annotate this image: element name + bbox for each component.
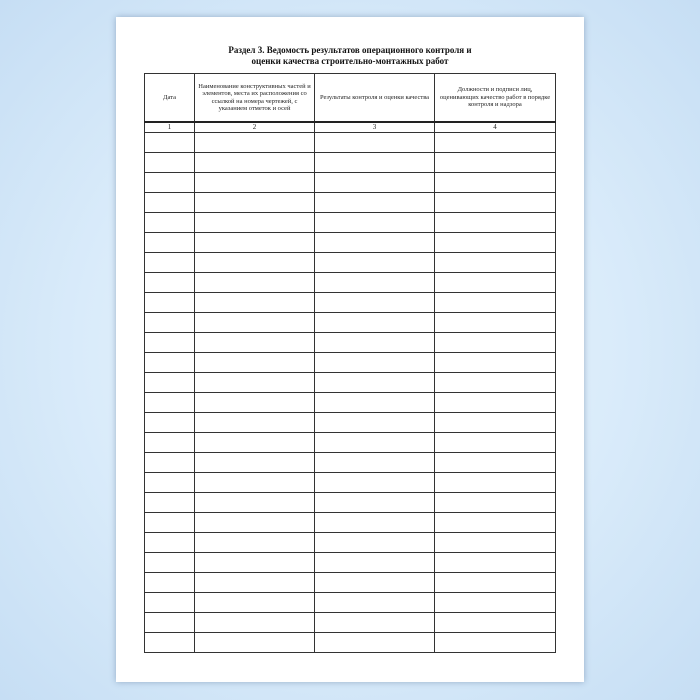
table-cell — [145, 473, 195, 493]
table-row — [145, 533, 556, 553]
table-cell — [145, 553, 195, 573]
table-cell — [435, 153, 556, 173]
table-cell — [315, 473, 435, 493]
table-cell — [195, 413, 315, 433]
blank-rows — [145, 133, 556, 653]
table-cell — [435, 553, 556, 573]
table-cell — [315, 493, 435, 513]
table-cell — [435, 393, 556, 413]
table-cell — [315, 453, 435, 473]
table-row — [145, 613, 556, 633]
table-cell — [145, 493, 195, 513]
table-cell — [195, 573, 315, 593]
table-cell — [195, 273, 315, 293]
table-cell — [435, 613, 556, 633]
table-row — [145, 273, 556, 293]
document-page — [116, 17, 584, 682]
table-cell — [195, 393, 315, 413]
table-cell — [145, 513, 195, 533]
table-cell — [145, 573, 195, 593]
table-cell — [315, 533, 435, 553]
table-row — [145, 173, 556, 193]
table-cell — [195, 333, 315, 353]
table-row — [145, 433, 556, 453]
title-line-2: оценки качества строительно-монтажных работ — [251, 56, 449, 66]
table-cell — [145, 213, 195, 233]
table-header-row — [145, 74, 556, 123]
table-cell — [315, 593, 435, 613]
table-cell — [315, 393, 435, 413]
table-cell — [195, 433, 315, 453]
table-cell — [315, 253, 435, 273]
table-cell — [435, 473, 556, 493]
table-cell — [195, 593, 315, 613]
column-header-date: Дата — [145, 74, 195, 123]
table-cell — [145, 133, 195, 153]
table-row — [145, 213, 556, 233]
table-cell — [315, 133, 435, 153]
table-row — [145, 373, 556, 393]
table-cell — [145, 373, 195, 393]
table-cell — [195, 373, 315, 393]
table-row — [145, 353, 556, 373]
table-cell — [315, 513, 435, 533]
table-cell — [315, 293, 435, 313]
table-row — [145, 573, 556, 593]
table-cell — [145, 353, 195, 373]
column-header-results: Результаты контроля и оценки качества — [315, 74, 435, 123]
table-cell — [145, 593, 195, 613]
table-cell — [195, 233, 315, 253]
table-cell — [145, 293, 195, 313]
table-cell — [145, 613, 195, 633]
table-cell — [315, 553, 435, 573]
table-cell — [195, 513, 315, 533]
table-row — [145, 473, 556, 493]
table-cell — [435, 433, 556, 453]
table-cell — [435, 333, 556, 353]
table-cell — [435, 633, 556, 653]
table-cell — [195, 533, 315, 553]
table-cell — [435, 373, 556, 393]
table-cell — [315, 373, 435, 393]
table-cell — [315, 433, 435, 453]
table-cell — [315, 333, 435, 353]
quality-control-table — [144, 73, 556, 653]
table-cell — [195, 633, 315, 653]
table-row — [145, 593, 556, 613]
table-cell — [145, 193, 195, 213]
table-cell — [315, 633, 435, 653]
table-row — [145, 513, 556, 533]
table-cell — [145, 313, 195, 333]
table-cell — [315, 153, 435, 173]
table-cell — [315, 353, 435, 373]
table-cell — [315, 573, 435, 593]
table-cell — [435, 273, 556, 293]
table-cell — [195, 213, 315, 233]
table-cell — [435, 453, 556, 473]
table-cell — [195, 193, 315, 213]
table-cell — [195, 553, 315, 573]
column-number-1: 1 — [145, 122, 195, 133]
table-row — [145, 393, 556, 413]
table-cell — [435, 193, 556, 213]
table-cell — [195, 153, 315, 173]
table-cell — [145, 173, 195, 193]
table-row — [145, 493, 556, 513]
table-cell — [315, 613, 435, 633]
table-row — [145, 333, 556, 353]
table-cell — [435, 593, 556, 613]
table-cell — [195, 353, 315, 373]
table-cell — [195, 133, 315, 153]
column-header-signatures: Должности и подписи лиц, оценивающих качество работ в порядке контроля и надзора — [435, 74, 556, 123]
table-cell — [435, 293, 556, 313]
table-cell — [195, 173, 315, 193]
table-cell — [435, 313, 556, 333]
table-cell — [435, 353, 556, 373]
table-cell — [195, 253, 315, 273]
table-cell — [435, 413, 556, 433]
table-cell — [145, 453, 195, 473]
table-row — [145, 193, 556, 213]
table-cell — [145, 393, 195, 413]
table-cell — [435, 233, 556, 253]
table-cell — [435, 513, 556, 533]
table-cell — [435, 253, 556, 273]
title-line-1: Раздел 3. Ведомость результатов операционного контроля и — [228, 45, 472, 55]
table-cell — [145, 633, 195, 653]
table-row — [145, 633, 556, 653]
table-cell — [435, 213, 556, 233]
table-row — [145, 553, 556, 573]
column-number-3: 3 — [315, 122, 435, 133]
table-cell — [315, 233, 435, 253]
column-header-elements: Наименование конструктивных частей и элементов, места их расположения со ссылкой на номера чертежей, с указанием отметок и осей — [195, 74, 315, 123]
table-cell — [145, 333, 195, 353]
table-cell — [435, 573, 556, 593]
table-cell — [195, 293, 315, 313]
table-cell — [145, 253, 195, 273]
table-cell — [145, 533, 195, 553]
table-row — [145, 413, 556, 433]
table-cell — [315, 213, 435, 233]
table-cell — [195, 473, 315, 493]
table-row — [145, 453, 556, 473]
column-number-row — [145, 122, 556, 133]
table-cell — [195, 613, 315, 633]
column-number-4: 4 — [435, 122, 556, 133]
table-cell — [435, 493, 556, 513]
table-row — [145, 153, 556, 173]
table-cell — [435, 533, 556, 553]
table-cell — [145, 153, 195, 173]
table-cell — [315, 193, 435, 213]
table-cell — [315, 413, 435, 433]
table-cell — [315, 273, 435, 293]
table-cell — [435, 173, 556, 193]
table-cell — [315, 173, 435, 193]
column-number-2: 2 — [195, 122, 315, 133]
table-cell — [195, 493, 315, 513]
table-cell — [195, 453, 315, 473]
table-cell — [145, 233, 195, 253]
table-cell — [145, 273, 195, 293]
table-cell — [195, 313, 315, 333]
document-title — [116, 45, 584, 67]
table-cell — [315, 313, 435, 333]
table-cell — [145, 433, 195, 453]
table-row — [145, 313, 556, 333]
table-cell — [145, 413, 195, 433]
table-row — [145, 233, 556, 253]
table-row — [145, 133, 556, 153]
table-cell — [435, 133, 556, 153]
table-row — [145, 293, 556, 313]
table-row — [145, 253, 556, 273]
